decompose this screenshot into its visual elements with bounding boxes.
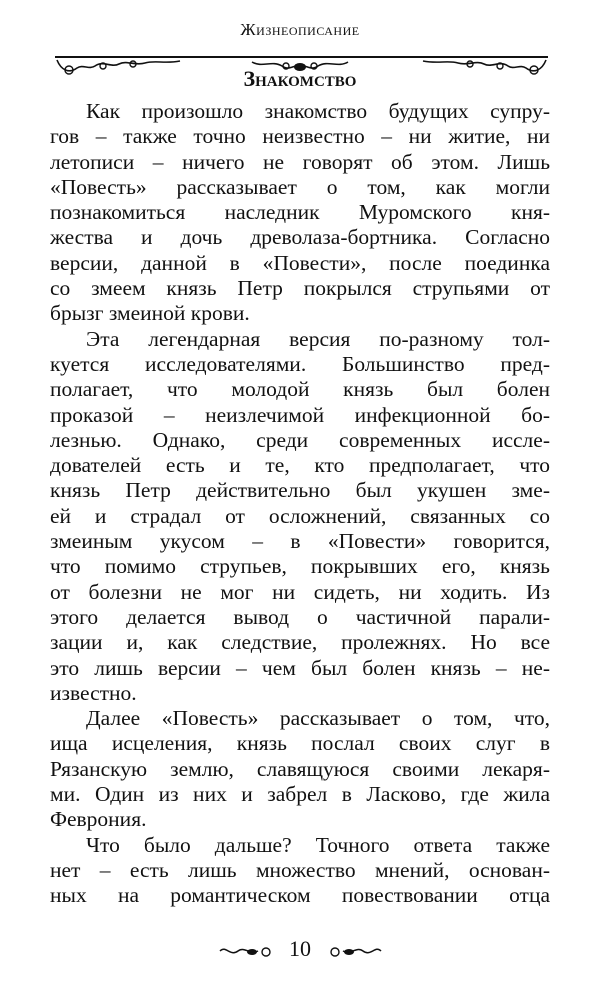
text-line: зации и, как следствие, пролежнях. Но все (50, 630, 550, 655)
text-line: нет – есть лишь множество мнений, основан- (50, 857, 550, 882)
text-line: «Повесть» рассказывает о том, как могли (50, 174, 550, 199)
page-number: 10 (289, 936, 311, 961)
footer-ornament-left-icon (218, 943, 274, 959)
text-line: ных на романтическом повествовании отца (50, 883, 550, 908)
text-line: Как произошло знакомство будущих супру- (86, 99, 550, 123)
text-line: что помимо струпьев, покрывших его, князь (50, 554, 550, 579)
text-line: брызг змеиной крови. (50, 301, 250, 326)
text-line: змеиным укусом – в «Повести» говорится, (50, 529, 550, 554)
text-line: жества и дочь древолаза-бортника. Согласно (50, 225, 550, 250)
text-line: лезнью. Однако, среди современных иссле- (50, 427, 550, 452)
text-line: известно. (50, 680, 137, 705)
text-line: от болезни не мог ни сидеть, ни ходить. Из (50, 579, 550, 604)
footer-ornament-right-icon (327, 943, 383, 959)
text-line: куется исследователями. Большинство пред- (50, 351, 550, 376)
text-line: Далее «Повесть» рассказывает о том, что, (86, 706, 550, 731)
page-footer (0, 936, 600, 962)
text-line: полагает, что молодой князь был болен (50, 377, 550, 402)
text-line: Рязанскую землю, славящуюся своими лекаря- (50, 756, 550, 781)
text-line: это лишь версии – чем был болен князь – не- (50, 655, 550, 680)
text-line: версии, данной в «Повести», после поединка (50, 250, 550, 275)
body-text (50, 99, 550, 909)
text-line: князь Петр действительно был укушен зме- (50, 478, 550, 503)
text-line: летописи – ничего не говорят об этом. Лишь (50, 149, 550, 174)
text-line: гов – также точно неизвестно – ни житие, ни (50, 124, 550, 149)
text-line: со змеем князь Петр покрылся струпьями от (50, 276, 550, 301)
text-line: ей и страдал от осложнений, связанных со (50, 503, 550, 528)
text-line: проказой – неизлечимой инфекционной бо- (50, 402, 550, 427)
text-line: ми. Один из них и забрел в Ласково, где жила (50, 782, 550, 807)
text-line: познакомиться наследник Муромского кня- (50, 200, 550, 225)
text-line: ища исцеления, князь послал своих слуг в (50, 731, 550, 756)
text-line: Что было дальше? Точного ответа также (86, 832, 550, 857)
text-line: Феврония. (50, 807, 147, 832)
text-line: Эта легендарная версия по-разному тол- (86, 326, 550, 351)
section-title: Знакомство (243, 66, 357, 91)
running-head: Жизнеописание (240, 20, 360, 39)
text-line: этого делается вывод о частичной парали- (50, 604, 550, 629)
text-line: дователей есть и те, кто предполагает, что (50, 453, 550, 478)
